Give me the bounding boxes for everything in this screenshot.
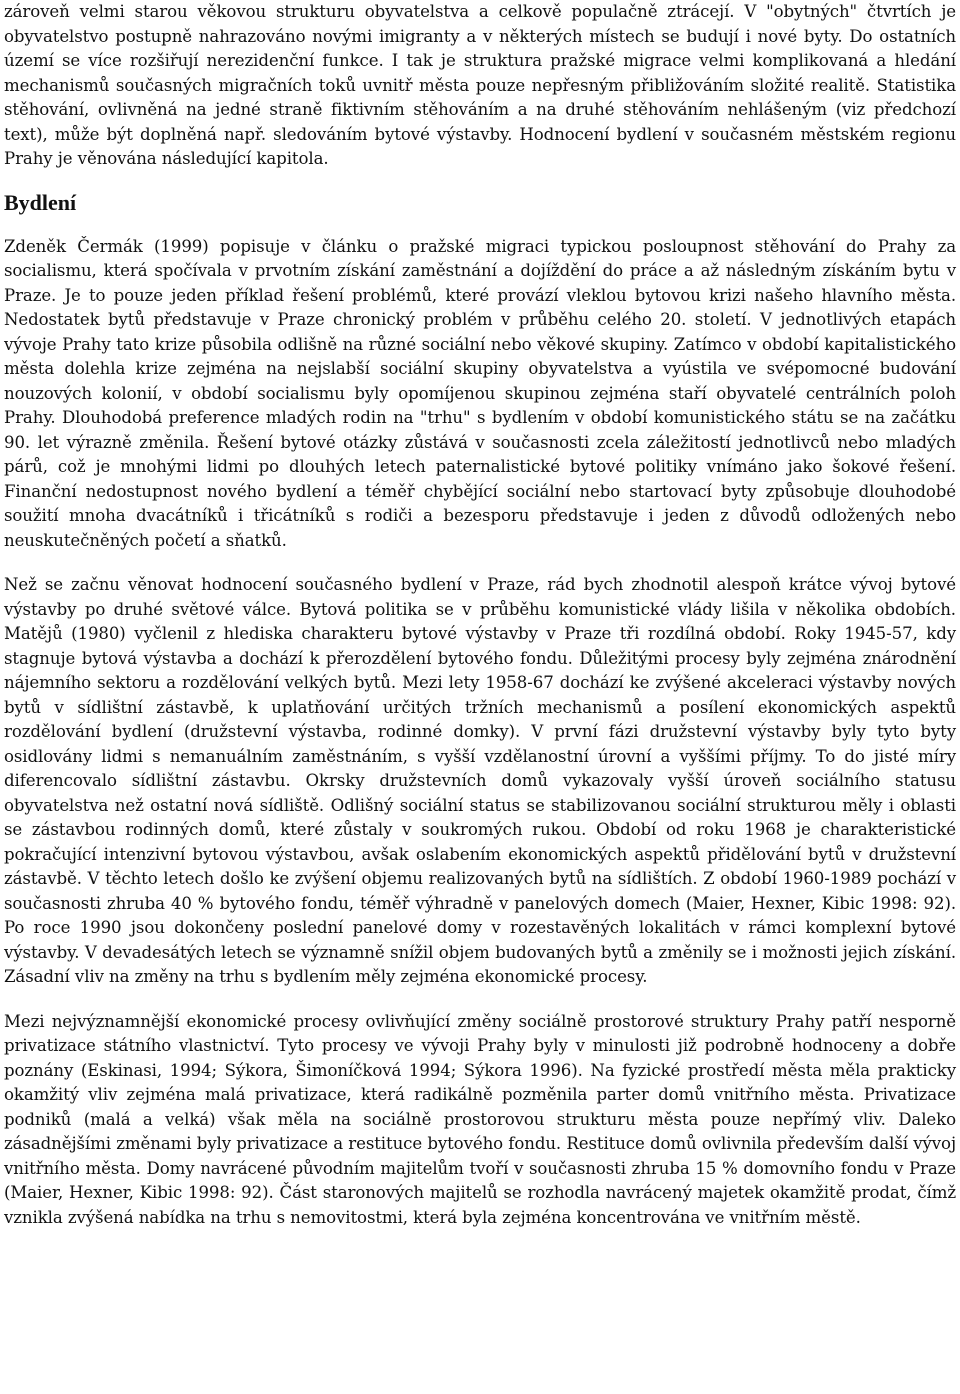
paragraph-housing-2: Než se začnu věnovat hodnocení současného bydlení v Praze, rád bych zhodnotil alespoň krátce vývoj bytové výstavby po druhé světové válce. Bytová politika se v průběhu komunistické vlády lišila v několika obdobích. Matějů (1980) vyčlenil z hlediska charakteru bytové výstavby v Praze tři rozdílná období. Roky 1945-57, kdy stagnuje bytová výstavba a dochází k přerozdělení bytového fondu. Důležitými procesy byly zejména znárodnění nájemního sektoru a rozdělování velkých bytů. Mezi lety 1958-67 dochází ke zvýšené akceleraci výstavby nových bytů v sídlištní zástavbě, k uplatňování určitých tržních mechanismů a posílení ekonomických aspektů rozdělování bydlení (družstevní výstavba, rodinné domky). V první fázi družstevní výstavby byly tyto byty osidlovány lidmi s nemanuálním zaměstnáním, s vyšší vzdělanostní úrovní a vyššími příjmy. To do jisté míry diferencovalo sídlištní zástavbu. Okrsky družstevních domů vykazovaly vyšší úroveň sociálního statusu obyvatelstva než ostatní nová sídliště. Odlišný sociální status se stabilizovanou sociální strukturou měly i oblasti se zástavbou rodinných domů, které zůstaly v soukromých rukou. Období od roku 1968 je charakteristické pokračující intenzivní bytovou výstavbou, avšak oslabením ekonomických aspektů přidělování bytů v družstevní zástavbě. V těchto letech došlo ke zvýšení objemu realizovaných bytů na sídlištích. Z období 1960-1989 pochází v současnosti zhruba 40 % bytového fondu, téměř výhradně v panelových domech (Maier, Hexner, Kibic 1998: 92). Po roce 1990 jsou dokončeny poslední panelové domy v rozestavěných lokalitách v rámci komplexní bytové výstavby. V devadesátých letech se významně snížil objem budovaných bytů a změnily se i možnosti jejich získání. Zásadní vliv na změny na trhu s bydlením měly zejména ekonomické procesy. xyxy=(4,575,956,986)
paragraph-housing-1: Zdeněk Čermák (1999) popisuje v článku o pražské migraci typickou posloupnost stěhování do Prahy za socialismu, která spočívala v prvotním získání zaměstnání a dojíždění do práce a až následným získáním bytu v Praze. Je to pouze jeden příklad řešení problémů, které provází vleklou bytovou krizi našeho hlavního města. Nedostatek bytů představuje v Praze chronický problém v průběhu celého 20. století. V jednotlivých etapách vývoje Prahy tato krize působila odlišně na různé sociální nebo věkové skupiny. Zatímco v období kapitalistického města dolehla krize zejména na nejslabší sociální skupiny obyvatelstva a vyústila ve svépomocné budování nouzových kolonií, v období socialismu byly opomíjenou skupinou zejména staří obyvatelé centrálních poloh Prahy. Dlouhodobá preference mladých rodin na "trhu" s bydlením v období komunistického státu se na začátku 90. let výrazně změnila. Řešení bytové otázky zůstává v současnosti zcela záležitostí jednotlivců nebo mladých párů, což je mnohými lidmi po dlouhých letech paternalistické bytové politiky vnímáno jako šokové řešení. Finanční nedostupnost nového bydlení a téměř chybějící sociální nebo startovací byty způsobuje dlouhodobé soužití mnoha dvacátníků i třicátníků s rodiči a bezesporu představuje i jeden z důvodů odložených nebo neuskutečněných početí a sňatků. xyxy=(4,236,956,550)
intro-paragraph: zároveň velmi starou věkovou strukturu obyvatelstva a celkově populačně ztrácejí. V "obytných" čtvrtích je obyvatelstvo postupně nahrazováno novými imigranty a v některých místech se budují i nové byty. Do ostatních území se více rozšiřují nerezidenční funkce. I tak je struktura pražské migrace velmi komplikovaná a hledání mechanismů současných migračních toků uvnitř města pouze nepřesným přibližováním složité realitě. Statistika stěhování, ovlivněná na jedné straně fiktivním stěhováním a na druhé stěhováním nehlášeným (viz předchozí text), může být doplněná např. sledováním bytové výstavby. Hodnocení bydlení v současném městském regionu Prahy je věnována následující kapitola. xyxy=(4,2,956,168)
paragraph-spacer xyxy=(4,990,956,1010)
section-heading: Bydlení xyxy=(4,189,77,215)
paragraph-housing-3: Mezi nejvýznamnější ekonomické procesy ovlivňující změny sociálně prostorové struktury Prahy patří nesporně privatizace státního vlastnictví. Tyto procesy ve vývoji Prahy byly v minulosti již podrobně hodnoceny a dobře poznány (Eskinasi, 1994; Sýkora, Šimoníčková 1994; Sýkora 1996). Na fyzické prostředí města měla prakticky okamžitý vliv zejména malá privatizace, která radikálně pozměnila parter domů vnitřního města. Privatizace podniků (malá a velká) však měla na sociálně prostorovou strukturu města pouze nepřímý vliv. Daleko zásadnějšími změnami byly privatizace a restituce bytového fondu. Restituce domů ovlivnila především další vývoj vnitřního města. Domy navrácené původním majitelům tvoří v současnosti zhruba 15 % domovního fondu v Praze (Maier, Hexner, Kibic 1998: 92). Část staronových majitelů se rozhodla navrácený majetek okamžitě prodat, čímž vznikla zvýšená nabídka na trhu s nemovitostmi, která byla zejména koncentrována ve vnitřním městě. xyxy=(4,1011,956,1227)
paragraph-spacer xyxy=(4,553,956,573)
document-page xyxy=(4,0,956,1230)
